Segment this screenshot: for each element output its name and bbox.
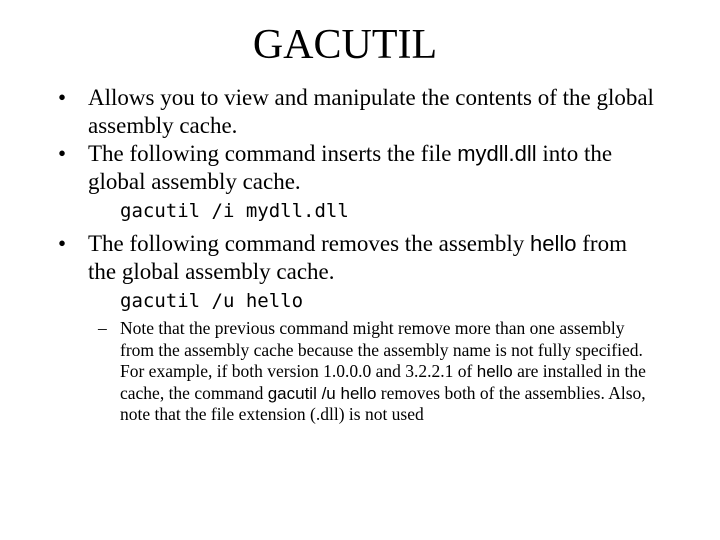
note-term-hello: hello bbox=[476, 362, 513, 381]
file-name-term: mydll.dll bbox=[457, 141, 537, 166]
command-remove: gacutil /u hello bbox=[120, 290, 304, 312]
bullet-item-remove-command bbox=[58, 230, 658, 286]
bullet-icon: • bbox=[58, 85, 67, 110]
bullet-text: Allows you to view and manipulate the contents of the global assembly cache. bbox=[88, 85, 654, 138]
note-part-2: are installed in the cache, the command bbox=[120, 361, 646, 403]
bullet-item-view-manipulate bbox=[58, 84, 658, 140]
bullet-text-pre: The following command inserts the file bbox=[88, 141, 458, 166]
bullet-text-pre: The following command removes the assembly bbox=[88, 231, 531, 256]
bullet-item-insert-command bbox=[58, 140, 658, 196]
assembly-name-term: hello bbox=[530, 231, 577, 256]
note-part-3: removes both of the assemblies. Also, note that the file extension (.dll) is not used bbox=[120, 382, 646, 424]
bullet-icon: • bbox=[58, 141, 67, 166]
bullet-icon: • bbox=[58, 231, 67, 256]
sub-bullet-note bbox=[98, 318, 658, 426]
note-term-command: gacutil /u hello bbox=[267, 383, 377, 403]
command-insert: gacutil /i mydll.dll bbox=[120, 200, 349, 222]
dash-icon: – bbox=[98, 318, 107, 338]
bullet-text bbox=[88, 230, 658, 286]
bullet-text bbox=[88, 140, 658, 196]
note-part-1: Note that the previous command might remove more than one assembly from the assembly cache because the assembly name is not fully specified. For example, if both version 1.0.0.0 and 3.2.2.1 of bbox=[120, 318, 643, 381]
bullet-text-post: into the global assembly cache. bbox=[88, 141, 613, 194]
note-text bbox=[120, 318, 658, 426]
slide-title: GACUTIL bbox=[252, 22, 438, 68]
bullet-text-post: from the global assembly cache. bbox=[88, 231, 627, 284]
